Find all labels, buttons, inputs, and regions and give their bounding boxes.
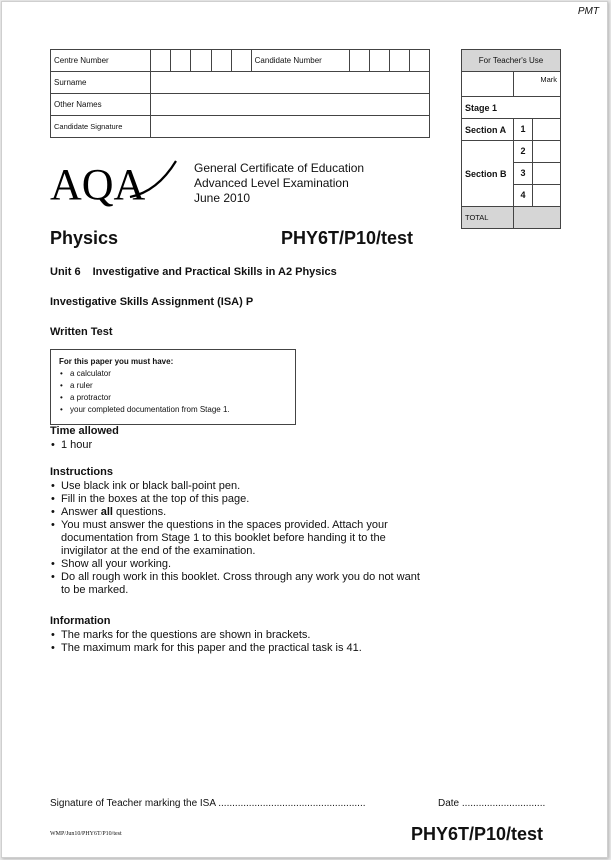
information-section [50, 615, 425, 655]
unit-number: Unit 6 [50, 266, 81, 278]
surname-field[interactable] [151, 72, 430, 94]
centre-number-box[interactable] [211, 50, 231, 72]
candidate-number-label: Candidate Number [251, 50, 349, 72]
candidate-number-box[interactable] [389, 50, 409, 72]
list-item: • Do all rough work in this booklet. Cross through any work you do not want to be marked. [50, 571, 425, 597]
section-b-q3-row [514, 163, 561, 185]
qualification-block [194, 161, 364, 206]
question-1-number: 1 [514, 119, 533, 140]
total-mark-box[interactable] [514, 207, 561, 229]
list-item: • Use black ink or black ball-point pen. [50, 480, 425, 493]
gce-line: General Certificate of Education [194, 161, 365, 175]
teacher-signature-line[interactable]: Signature of Teacher marking the ISA ..................................................... [50, 798, 366, 809]
aqa-logo [50, 157, 178, 207]
aqa-logo-text: AQA [50, 160, 146, 207]
session-line: June 2010 [194, 191, 251, 205]
centre-number-box[interactable] [151, 50, 171, 72]
list-item: • Show all your working. [50, 558, 425, 571]
list-item: • You must answer the questions in the spaces provided. Attach your documentation from Stage 1 to this booklet before handing it to the invigilator at the end of the examination. [50, 519, 425, 558]
instructions-section [50, 466, 425, 597]
other-names-field[interactable] [151, 94, 430, 116]
other-names-row [51, 94, 430, 116]
candidate-signature-label: Candidate Signature [51, 116, 151, 138]
candidate-number-box[interactable] [349, 50, 369, 72]
question-2-number: 2 [514, 141, 533, 162]
paper-code: PHY6T/P10/test [281, 228, 414, 248]
list-item: • a ruler [59, 380, 295, 392]
must-have-list [59, 368, 295, 416]
time-allowed-section [50, 425, 425, 452]
candidate-number-box[interactable] [369, 50, 389, 72]
unit-heading [50, 266, 337, 278]
section-b-label: Section B [462, 141, 514, 207]
list-item: • The maximum mark for this paper and the practical task is 41. [50, 642, 425, 655]
time-allowed-heading: Time allowed [50, 425, 119, 437]
section-a-q1-row [514, 119, 561, 141]
number-row [51, 50, 430, 72]
level-line: Advanced Level Examination [194, 176, 349, 190]
surname-label: Surname [51, 72, 151, 94]
section-b-q2-row [514, 141, 561, 163]
unit-title: Investigative and Practical Skills in A2 Physics [92, 266, 337, 278]
question-3-number: 3 [514, 163, 533, 184]
assignment-title: Investigative Skills Assignment (ISA) P [50, 296, 254, 308]
date-line[interactable]: Date .............................. [438, 798, 546, 809]
surname-row [51, 72, 430, 94]
footer-paper-code: PHY6T/P10/test [411, 824, 544, 844]
emphasis-all: all [100, 506, 113, 518]
stage1-label: Stage 1 [462, 97, 561, 119]
list-item: • your completed documentation from Stage 1. [59, 404, 295, 416]
mark-column-header: Mark [514, 72, 561, 97]
pmt-label: PMT [577, 6, 599, 17]
section-a-label: Section A [462, 119, 514, 141]
section-b-q4-row [514, 185, 561, 207]
list-item: • a protractor [59, 392, 295, 404]
candidate-details-grid [50, 49, 430, 138]
candidate-signature-field[interactable] [151, 116, 430, 138]
list-item: • Answer all questions. [50, 506, 425, 519]
list-item: • The marks for the questions are shown in brackets. [50, 629, 425, 642]
centre-number-box[interactable] [171, 50, 191, 72]
list-item: • a calculator [59, 368, 295, 380]
paper-reference: WMP/Jun10/PHY6T/P10/test [50, 831, 122, 837]
subject-title: Physics [50, 228, 119, 248]
teacher-use-title: For Teacher's Use [462, 50, 561, 72]
candidate-number-box[interactable] [409, 50, 429, 72]
instructions-heading: Instructions [50, 466, 113, 478]
must-have-heading: For this paper you must have: [59, 357, 174, 366]
teacher-use-table [461, 49, 561, 229]
teacher-blank-cell [462, 72, 514, 97]
exam-cover-page [1, 1, 608, 858]
signature-row [51, 116, 430, 138]
other-names-label: Other Names [51, 94, 151, 116]
time-allowed-list [50, 439, 425, 452]
list-item: • Fill in the boxes at the top of this page. [50, 493, 425, 506]
information-list [50, 629, 425, 655]
centre-number-box[interactable] [191, 50, 211, 72]
centre-number-label: Centre Number [51, 50, 151, 72]
centre-number-box[interactable] [231, 50, 251, 72]
total-label: TOTAL [462, 207, 514, 229]
written-test-title: Written Test [50, 326, 113, 338]
must-have-box [50, 349, 296, 425]
instructions-list [50, 480, 425, 597]
list-item: • 1 hour [50, 439, 425, 452]
information-heading: Information [50, 615, 111, 627]
question-4-number: 4 [514, 185, 533, 206]
